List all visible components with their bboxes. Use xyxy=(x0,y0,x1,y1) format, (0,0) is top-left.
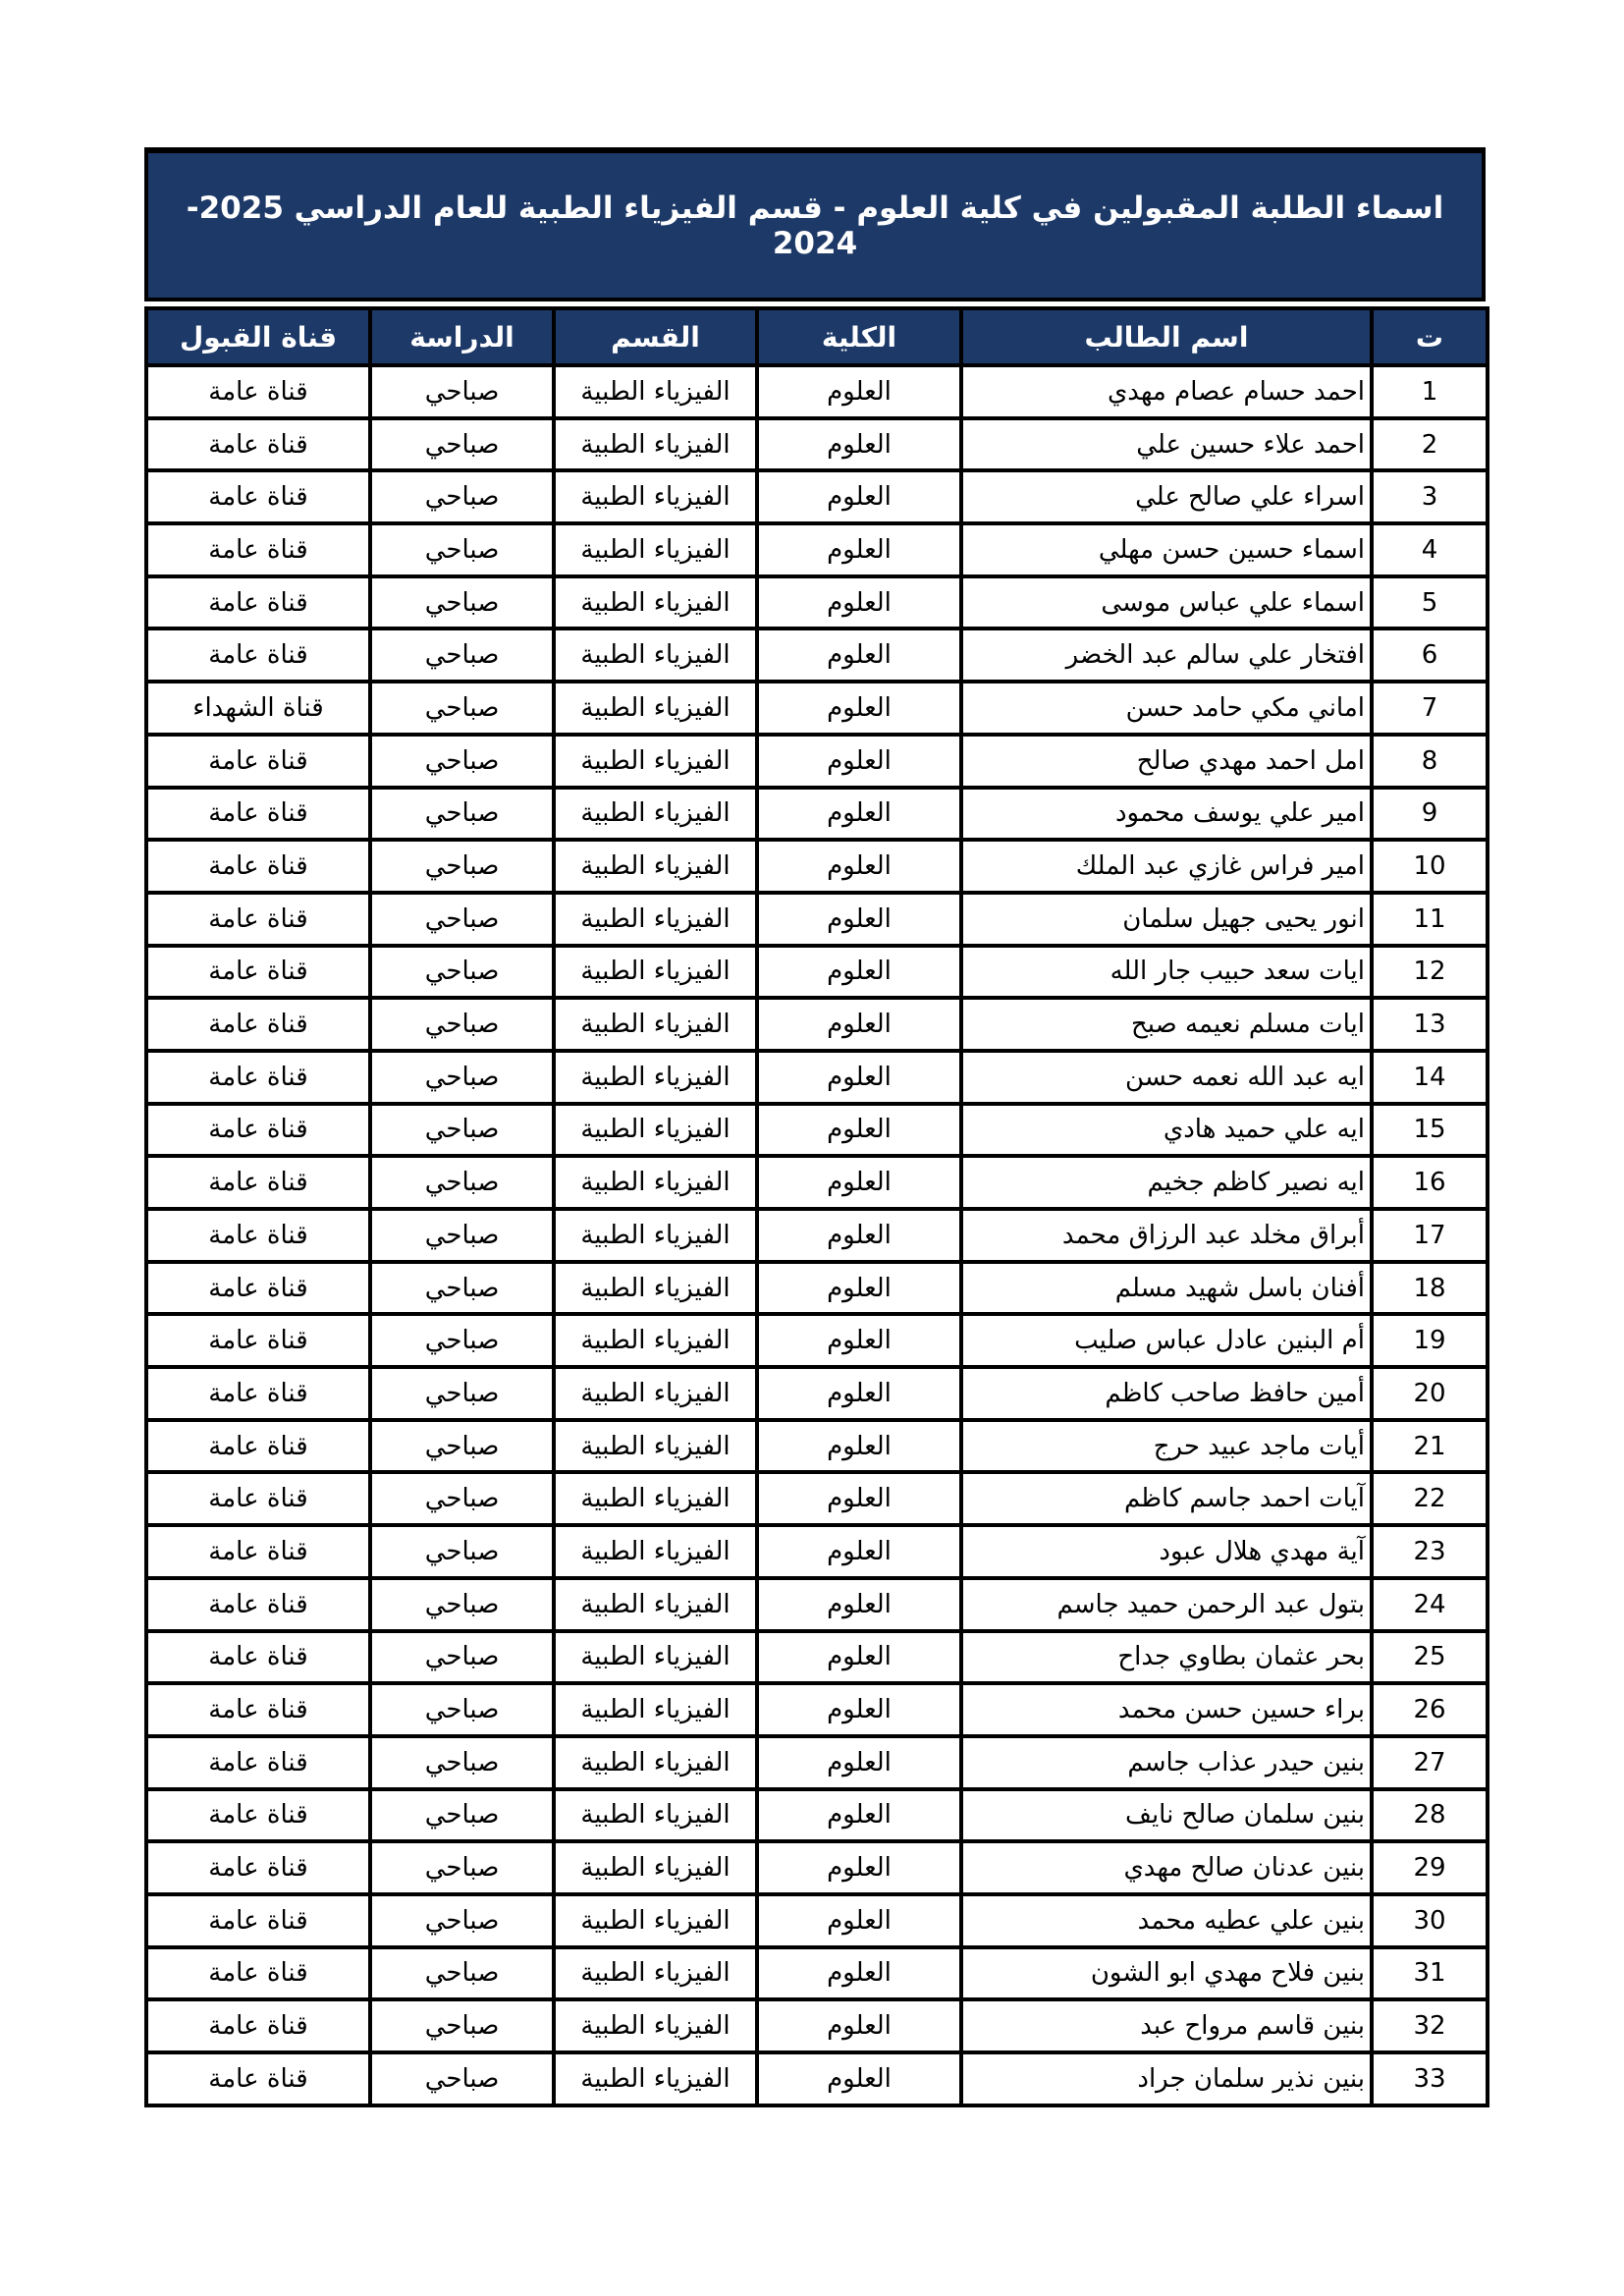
table-body xyxy=(146,365,1488,2105)
cell-college: العلوم xyxy=(757,1631,961,1684)
cell-study: صباحي xyxy=(370,1683,554,1736)
cell-channel: قناة عامة xyxy=(146,365,370,418)
cell-num: 1 xyxy=(1372,365,1488,418)
cell-channel: قناة عامة xyxy=(146,893,370,946)
cell-dept: الفيزياء الطبية xyxy=(554,629,757,682)
table-row xyxy=(146,1578,1488,1631)
cell-name: امير فراس غازي عبد الملك xyxy=(961,840,1372,893)
cell-name: آية مهدي هلال عبود xyxy=(961,1525,1372,1578)
cell-study: صباحي xyxy=(370,1262,554,1315)
cell-dept: الفيزياء الطبية xyxy=(554,1789,757,1842)
cell-study: صباحي xyxy=(370,2052,554,2105)
cell-study: صباحي xyxy=(370,365,554,418)
cell-dept: الفيزياء الطبية xyxy=(554,1367,757,1420)
cell-channel: قناة عامة xyxy=(146,1999,370,2052)
cell-study: صباحي xyxy=(370,1051,554,1104)
table-row xyxy=(146,1841,1488,1894)
cell-num: 2 xyxy=(1372,418,1488,471)
cell-study: صباحي xyxy=(370,523,554,576)
cell-college: العلوم xyxy=(757,1894,961,1947)
cell-name: ايات سعد حبيب جار الله xyxy=(961,946,1372,999)
cell-num: 7 xyxy=(1372,682,1488,735)
table-row xyxy=(146,1472,1488,1525)
cell-dept: الفيزياء الطبية xyxy=(554,418,757,471)
table-row xyxy=(146,1631,1488,1684)
cell-num: 30 xyxy=(1372,1894,1488,1947)
cell-college: العلوم xyxy=(757,1051,961,1104)
cell-num: 6 xyxy=(1372,629,1488,682)
cell-name: أفنان باسل شهيد مسلم xyxy=(961,1262,1372,1315)
table-row xyxy=(146,1367,1488,1420)
table-row xyxy=(146,629,1488,682)
cell-study: صباحي xyxy=(370,1367,554,1420)
cell-name: ايه عبد الله نعمه حسن xyxy=(961,1051,1372,1104)
cell-dept: الفيزياء الطبية xyxy=(554,1841,757,1894)
cell-channel: قناة عامة xyxy=(146,946,370,999)
cell-dept: الفيزياء الطبية xyxy=(554,1156,757,1209)
table-row xyxy=(146,788,1488,841)
cell-channel: قناة عامة xyxy=(146,1051,370,1104)
cell-channel: قناة عامة xyxy=(146,788,370,841)
cell-college: العلوم xyxy=(757,629,961,682)
cell-dept: الفيزياء الطبية xyxy=(554,365,757,418)
cell-dept: الفيزياء الطبية xyxy=(554,1262,757,1315)
cell-num: 9 xyxy=(1372,788,1488,841)
cell-study: صباحي xyxy=(370,1156,554,1209)
cell-dept: الفيزياء الطبية xyxy=(554,788,757,841)
table-row xyxy=(146,1683,1488,1736)
table-row xyxy=(146,1947,1488,2000)
cell-num: 20 xyxy=(1372,1367,1488,1420)
table-row xyxy=(146,998,1488,1051)
cell-channel: قناة عامة xyxy=(146,1631,370,1684)
cell-channel: قناة عامة xyxy=(146,629,370,682)
cell-college: العلوم xyxy=(757,365,961,418)
cell-name: أبراق مخلد عبد الرزاق محمد xyxy=(961,1209,1372,1262)
cell-college: العلوم xyxy=(757,576,961,629)
cell-study: صباحي xyxy=(370,1631,554,1684)
cell-college: العلوم xyxy=(757,1209,961,1262)
cell-study: صباحي xyxy=(370,418,554,471)
cell-channel: قناة عامة xyxy=(146,1472,370,1525)
cell-num: 13 xyxy=(1372,998,1488,1051)
table-row xyxy=(146,1736,1488,1789)
cell-channel: قناة عامة xyxy=(146,470,370,523)
cell-num: 23 xyxy=(1372,1525,1488,1578)
header-row xyxy=(146,308,1488,365)
cell-college: العلوم xyxy=(757,1367,961,1420)
cell-name: اسماء حسين حسن مهلي xyxy=(961,523,1372,576)
table-row xyxy=(146,1420,1488,1473)
cell-num: 10 xyxy=(1372,840,1488,893)
table-row xyxy=(146,1156,1488,1209)
cell-num: 12 xyxy=(1372,946,1488,999)
cell-college: العلوم xyxy=(757,840,961,893)
cell-name: بنين حيدر عذاب جاسم xyxy=(961,1736,1372,1789)
cell-name: بنين نذير سلمان جراد xyxy=(961,2052,1372,2105)
cell-dept: الفيزياء الطبية xyxy=(554,1578,757,1631)
cell-dept: الفيزياء الطبية xyxy=(554,893,757,946)
header-cell-dept: القسم xyxy=(554,308,757,365)
cell-name: بنين فلاح مهدي ابو الشون xyxy=(961,1947,1372,2000)
cell-college: العلوم xyxy=(757,1472,961,1525)
cell-channel: قناة عامة xyxy=(146,1262,370,1315)
cell-channel: قناة عامة xyxy=(146,1736,370,1789)
cell-name: اسماء علي عباس موسى xyxy=(961,576,1372,629)
cell-college: العلوم xyxy=(757,1104,961,1157)
cell-study: صباحي xyxy=(370,1472,554,1525)
table-row xyxy=(146,523,1488,576)
cell-dept: الفيزياء الطبية xyxy=(554,682,757,735)
cell-study: صباحي xyxy=(370,840,554,893)
cell-college: العلوم xyxy=(757,2052,961,2105)
cell-college: العلوم xyxy=(757,1999,961,2052)
table-row xyxy=(146,576,1488,629)
cell-name: أمين حافظ صاحب كاظم xyxy=(961,1367,1372,1420)
students-table xyxy=(144,306,1489,2107)
cell-name: براء حسين حسن محمد xyxy=(961,1683,1372,1736)
table-row xyxy=(146,1104,1488,1157)
cell-name: بنين علي عطيه محمد xyxy=(961,1894,1372,1947)
cell-name: أيات ماجد عبيد حرج xyxy=(961,1420,1372,1473)
cell-dept: الفيزياء الطبية xyxy=(554,946,757,999)
cell-college: العلوم xyxy=(757,1420,961,1473)
cell-dept: الفيزياء الطبية xyxy=(554,1104,757,1157)
cell-study: صباحي xyxy=(370,788,554,841)
cell-dept: الفيزياء الطبية xyxy=(554,1420,757,1473)
cell-channel: قناة عامة xyxy=(146,1841,370,1894)
cell-name: ايات مسلم نعيمه صبح xyxy=(961,998,1372,1051)
cell-name: احمد حسام عصام مهدي xyxy=(961,365,1372,418)
cell-num: 33 xyxy=(1372,2052,1488,2105)
cell-num: 4 xyxy=(1372,523,1488,576)
table-row xyxy=(146,418,1488,471)
cell-channel: قناة عامة xyxy=(146,1683,370,1736)
cell-college: العلوم xyxy=(757,998,961,1051)
cell-college: العلوم xyxy=(757,1683,961,1736)
cell-study: صباحي xyxy=(370,1209,554,1262)
header-cell-channel: قناة القبول xyxy=(146,308,370,365)
cell-study: صباحي xyxy=(370,470,554,523)
cell-dept: الفيزياء الطبية xyxy=(554,840,757,893)
cell-college: العلوم xyxy=(757,470,961,523)
cell-college: العلوم xyxy=(757,523,961,576)
cell-dept: الفيزياء الطبية xyxy=(554,998,757,1051)
cell-name: اسراء علي صالح علي xyxy=(961,470,1372,523)
cell-dept: الفيزياء الطبية xyxy=(554,2052,757,2105)
cell-channel: قناة عامة xyxy=(146,1314,370,1367)
cell-num: 3 xyxy=(1372,470,1488,523)
cell-name: بنين سلمان صالح نايف xyxy=(961,1789,1372,1842)
cell-channel: قناة الشهداء xyxy=(146,682,370,735)
cell-name: امل احمد مهدي صالح xyxy=(961,735,1372,788)
table-row xyxy=(146,470,1488,523)
cell-num: 32 xyxy=(1372,1999,1488,2052)
cell-study: صباحي xyxy=(370,1999,554,2052)
cell-study: صباحي xyxy=(370,1420,554,1473)
cell-dept: الفيزياء الطبية xyxy=(554,735,757,788)
cell-dept: الفيزياء الطبية xyxy=(554,470,757,523)
cell-num: 15 xyxy=(1372,1104,1488,1157)
header-cell-name: اسم الطالب xyxy=(961,308,1372,365)
cell-num: 22 xyxy=(1372,1472,1488,1525)
cell-college: العلوم xyxy=(757,788,961,841)
cell-study: صباحي xyxy=(370,735,554,788)
page-title: اسماء الطلبة المقبولين في كلية العلوم - قسم الفيزياء الطبية للعام الدراسي 2025-2024 xyxy=(186,190,1444,261)
cell-channel: قناة عامة xyxy=(146,1104,370,1157)
cell-study: صباحي xyxy=(370,1104,554,1157)
cell-dept: الفيزياء الطبية xyxy=(554,1314,757,1367)
table-row xyxy=(146,365,1488,418)
cell-college: العلوم xyxy=(757,735,961,788)
cell-dept: الفيزياء الطبية xyxy=(554,1525,757,1578)
header-cell-study: الدراسة xyxy=(370,308,554,365)
table-row xyxy=(146,1525,1488,1578)
table-row xyxy=(146,946,1488,999)
cell-name: بنين قاسم مرواح عبد xyxy=(961,1999,1372,2052)
cell-channel: قناة عامة xyxy=(146,1789,370,1842)
cell-dept: الفيزياء الطبية xyxy=(554,1209,757,1262)
cell-college: العلوم xyxy=(757,1525,961,1578)
cell-dept: الفيزياء الطبية xyxy=(554,1631,757,1684)
cell-channel: قناة عامة xyxy=(146,735,370,788)
cell-num: 27 xyxy=(1372,1736,1488,1789)
cell-study: صباحي xyxy=(370,1894,554,1947)
cell-num: 16 xyxy=(1372,1156,1488,1209)
cell-dept: الفيزياء الطبية xyxy=(554,523,757,576)
cell-channel: قناة عامة xyxy=(146,1367,370,1420)
cell-num: 21 xyxy=(1372,1420,1488,1473)
cell-college: العلوم xyxy=(757,1578,961,1631)
table-row xyxy=(146,840,1488,893)
cell-dept: الفيزياء الطبية xyxy=(554,1947,757,2000)
cell-channel: قناة عامة xyxy=(146,1894,370,1947)
cell-college: العلوم xyxy=(757,893,961,946)
cell-college: العلوم xyxy=(757,1736,961,1789)
cell-name: ايه علي حميد هادي xyxy=(961,1104,1372,1157)
cell-dept: الفيزياء الطبية xyxy=(554,1894,757,1947)
cell-dept: الفيزياء الطبية xyxy=(554,1683,757,1736)
cell-channel: قناة عامة xyxy=(146,1420,370,1473)
cell-name: بحر عثمان بطاوي جداح xyxy=(961,1631,1372,1684)
cell-channel: قناة عامة xyxy=(146,523,370,576)
cell-num: 29 xyxy=(1372,1841,1488,1894)
cell-name: آيات احمد جاسم كاظم xyxy=(961,1472,1372,1525)
cell-study: صباحي xyxy=(370,1578,554,1631)
cell-college: العلوم xyxy=(757,1789,961,1842)
cell-college: العلوم xyxy=(757,946,961,999)
cell-study: صباحي xyxy=(370,1947,554,2000)
cell-name: بتول عبد الرحمن حميد جاسم xyxy=(961,1578,1372,1631)
cell-college: العلوم xyxy=(757,1262,961,1315)
table-row xyxy=(146,735,1488,788)
cell-study: صباحي xyxy=(370,1314,554,1367)
cell-name: بنين عدنان صالح مهدي xyxy=(961,1841,1372,1894)
cell-dept: الفيزياء الطبية xyxy=(554,576,757,629)
cell-channel: قناة عامة xyxy=(146,1947,370,2000)
cell-name: اماني مكي حامد حسن xyxy=(961,682,1372,735)
cell-channel: قناة عامة xyxy=(146,840,370,893)
table-row xyxy=(146,1999,1488,2052)
table-row xyxy=(146,682,1488,735)
cell-dept: الفيزياء الطبية xyxy=(554,1999,757,2052)
table-row xyxy=(146,1262,1488,1315)
cell-num: 5 xyxy=(1372,576,1488,629)
cell-num: 19 xyxy=(1372,1314,1488,1367)
cell-study: صباحي xyxy=(370,1525,554,1578)
cell-study: صباحي xyxy=(370,576,554,629)
table-header xyxy=(146,308,1488,365)
cell-num: 17 xyxy=(1372,1209,1488,1262)
cell-num: 14 xyxy=(1372,1051,1488,1104)
cell-name: انور يحيى جهيل سلمان xyxy=(961,893,1372,946)
cell-channel: قناة عامة xyxy=(146,998,370,1051)
table-row xyxy=(146,1789,1488,1842)
cell-channel: قناة عامة xyxy=(146,2052,370,2105)
cell-name: احمد علاء حسين علي xyxy=(961,418,1372,471)
cell-channel: قناة عامة xyxy=(146,1156,370,1209)
cell-num: 11 xyxy=(1372,893,1488,946)
cell-dept: الفيزياء الطبية xyxy=(554,1736,757,1789)
cell-college: العلوم xyxy=(757,682,961,735)
cell-num: 25 xyxy=(1372,1631,1488,1684)
cell-num: 18 xyxy=(1372,1262,1488,1315)
cell-channel: قناة عامة xyxy=(146,1578,370,1631)
cell-study: صباحي xyxy=(370,1736,554,1789)
cell-college: العلوم xyxy=(757,1841,961,1894)
cell-channel: قناة عامة xyxy=(146,1525,370,1578)
cell-study: صباحي xyxy=(370,998,554,1051)
cell-channel: قناة عامة xyxy=(146,418,370,471)
cell-study: صباحي xyxy=(370,629,554,682)
cell-college: العلوم xyxy=(757,1156,961,1209)
cell-study: صباحي xyxy=(370,946,554,999)
cell-college: العلوم xyxy=(757,418,961,471)
table-row xyxy=(146,893,1488,946)
cell-num: 26 xyxy=(1372,1683,1488,1736)
cell-num: 31 xyxy=(1372,1947,1488,2000)
cell-study: صباحي xyxy=(370,682,554,735)
cell-dept: الفيزياء الطبية xyxy=(554,1472,757,1525)
cell-dept: الفيزياء الطبية xyxy=(554,1051,757,1104)
table-row xyxy=(146,1209,1488,1262)
cell-name: افتخار علي سالم عبد الخضر xyxy=(961,629,1372,682)
header-cell-num: ت xyxy=(1372,308,1488,365)
title-banner xyxy=(144,147,1486,301)
cell-num: 24 xyxy=(1372,1578,1488,1631)
cell-channel: قناة عامة xyxy=(146,1209,370,1262)
cell-study: صباحي xyxy=(370,1841,554,1894)
cell-study: صباحي xyxy=(370,893,554,946)
cell-college: العلوم xyxy=(757,1947,961,2000)
cell-name: ايه نصير كاظم جخيم xyxy=(961,1156,1372,1209)
table-row xyxy=(146,1314,1488,1367)
cell-num: 8 xyxy=(1372,735,1488,788)
cell-channel: قناة عامة xyxy=(146,576,370,629)
cell-name: امير علي يوسف محمود xyxy=(961,788,1372,841)
header-cell-college: الكلية xyxy=(757,308,961,365)
cell-college: العلوم xyxy=(757,1314,961,1367)
table-row xyxy=(146,1894,1488,1947)
table-row xyxy=(146,2052,1488,2105)
cell-name: أم البنين عادل عباس صليب xyxy=(961,1314,1372,1367)
cell-study: صباحي xyxy=(370,1789,554,1842)
cell-num: 28 xyxy=(1372,1789,1488,1842)
table-row xyxy=(146,1051,1488,1104)
